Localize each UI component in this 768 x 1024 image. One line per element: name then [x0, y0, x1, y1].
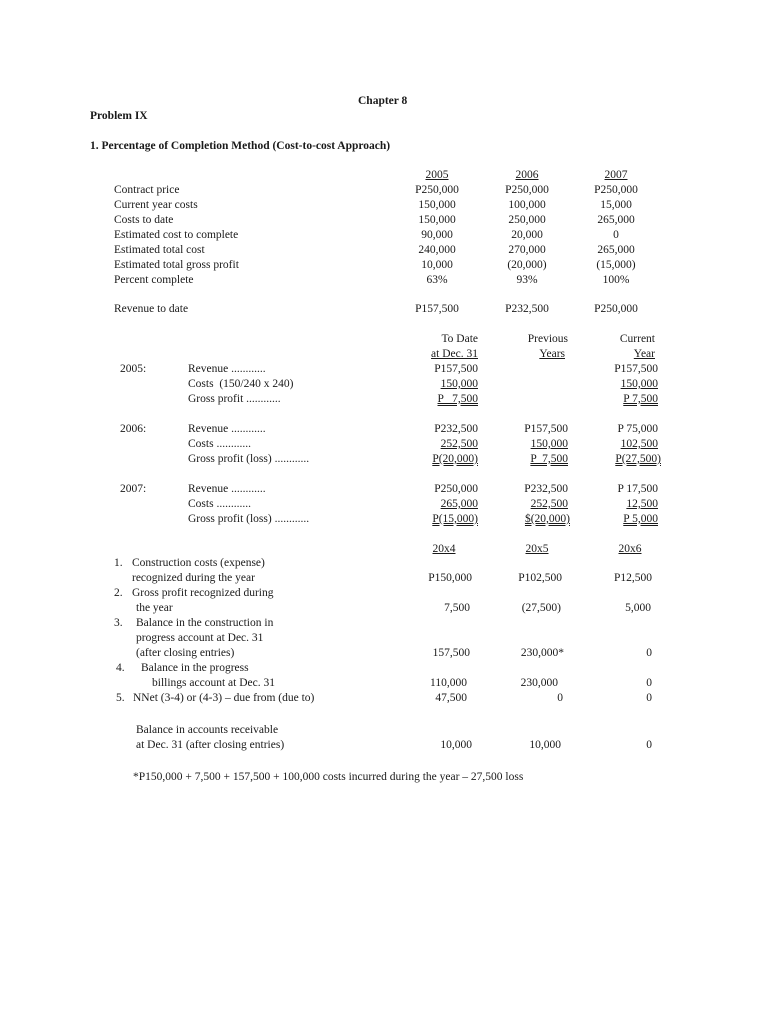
cell: 100,000 — [508, 199, 546, 211]
year-header: 2007 — [604, 169, 628, 181]
cell: P232,500 — [434, 423, 478, 435]
cell: P250,000 — [505, 184, 549, 196]
row-label: Gross profit ............ — [188, 393, 281, 405]
item-number: 2. — [114, 587, 123, 599]
item-label: Balance in the progress — [141, 662, 249, 674]
year-label: 2006: — [120, 423, 147, 435]
item-label: Balance in the construction in — [136, 617, 274, 629]
cell: 10,000 — [421, 259, 453, 271]
row-label: Estimated total gross profit — [114, 259, 239, 271]
cell: 150,000 — [418, 199, 456, 211]
cell: 15,000 — [600, 199, 632, 211]
row-label: Gross profit (loss) ............ — [188, 453, 310, 465]
column-header: To Date — [441, 333, 478, 345]
item-label: recognized during the year — [132, 572, 255, 584]
cell: 0 — [646, 692, 652, 704]
cell: (15,000) — [596, 259, 636, 271]
column-header: Year — [633, 348, 655, 360]
cell: P250,000 — [594, 303, 638, 315]
item-label: Construction costs (expense) — [132, 557, 265, 569]
cell: 7,500 — [444, 602, 470, 614]
item-number: 1. — [114, 557, 123, 569]
cell: 150,000 — [440, 378, 478, 390]
column-header: Years — [539, 348, 565, 360]
item-number: 4. — [116, 662, 125, 674]
cell: 20,000 — [511, 229, 543, 241]
cell: P232,500 — [524, 483, 568, 495]
year-label: 2007: — [120, 483, 147, 495]
column-header: Previous — [527, 333, 568, 345]
row-label: Revenue ............ — [188, 363, 266, 375]
cell: 110,000 — [430, 677, 467, 689]
cell: 0 — [646, 677, 652, 689]
cell: 150,000 — [530, 438, 568, 450]
cell: P12,500 — [613, 572, 652, 584]
year-header: 2006 — [515, 169, 539, 181]
cell: P150,000 — [428, 572, 472, 584]
item-label: NNet (3-4) or (4-3) – due from (due to) — [133, 692, 315, 704]
row-label: Costs (150/240 x 240) — [188, 378, 294, 390]
row-label: Revenue ............ — [188, 423, 266, 435]
cell: P 7,500 — [530, 453, 568, 465]
cell: P102,500 — [518, 572, 562, 584]
item-number: 5. — [116, 692, 125, 704]
chapter-title: Chapter 8 — [358, 95, 408, 107]
row-label: Revenue to date — [114, 303, 189, 315]
cell: 230,000* — [520, 647, 564, 659]
row-label: Current year costs — [114, 199, 198, 211]
section-title: 1. Percentage of Completion Method (Cost-to-cost Approach) — [90, 140, 391, 152]
cell: 10,000 — [529, 739, 561, 751]
row-label: Costs ............ — [188, 438, 251, 450]
cell: 157,500 — [432, 647, 470, 659]
item-label: the year — [136, 602, 173, 614]
cell: 90,000 — [421, 229, 453, 241]
column-header: 20x5 — [525, 543, 549, 555]
cell: 252,500 — [440, 438, 478, 450]
row-label: Percent complete — [114, 274, 194, 286]
cell: (20,000) — [507, 259, 547, 271]
cell: P232,500 — [505, 303, 549, 315]
cell: 102,500 — [620, 438, 658, 450]
year-label: 2005: — [120, 363, 147, 375]
cell: 250,000 — [508, 214, 546, 226]
cell: 93% — [516, 274, 538, 286]
item-number: 3. — [114, 617, 123, 629]
cell: P250,000 — [415, 184, 459, 196]
cell: 150,000 — [418, 214, 456, 226]
cell: 100% — [602, 274, 630, 286]
row-label: Estimated total cost — [114, 244, 205, 256]
cell: P157,500 — [524, 423, 568, 435]
row-label: Contract price — [114, 184, 180, 196]
year-header: 2005 — [425, 169, 449, 181]
cell: 47,500 — [435, 692, 467, 704]
cell: 230,000 — [520, 677, 558, 689]
cell: $(20,000) — [524, 513, 570, 525]
row-label: Costs to date — [114, 214, 174, 226]
item-label: progress account at Dec. 31 — [136, 632, 264, 644]
column-header: 20x4 — [432, 543, 456, 555]
cell: 240,000 — [418, 244, 456, 256]
cell: 0 — [646, 739, 652, 751]
cell: P 7,500 — [437, 393, 478, 405]
cell: 10,000 — [440, 739, 472, 751]
cell: P157,500 — [614, 363, 658, 375]
cell: P250,000 — [434, 483, 478, 495]
cell: P 7,500 — [623, 393, 658, 405]
cell: P 17,500 — [617, 483, 658, 495]
cell: P157,500 — [415, 303, 459, 315]
cell: 5,000 — [625, 602, 651, 614]
item-label: Balance in accounts receivable — [136, 724, 279, 736]
cell: (27,500) — [521, 602, 561, 614]
problem-title: Problem IX — [90, 110, 148, 122]
row-label: Revenue ............ — [188, 483, 266, 495]
cell: 265,000 — [440, 498, 478, 510]
column-header: at Dec. 31 — [431, 348, 478, 360]
cell: P(15,000) — [432, 513, 478, 525]
cell: 0 — [613, 229, 619, 241]
cell: P157,500 — [434, 363, 478, 375]
item-label: at Dec. 31 (after closing entries) — [136, 739, 285, 751]
cell: 63% — [426, 274, 448, 286]
row-label: Costs ............ — [188, 498, 251, 510]
cell: 150,000 — [620, 378, 658, 390]
cell: 252,500 — [530, 498, 568, 510]
cell: 0 — [646, 647, 652, 659]
cell: P250,000 — [594, 184, 638, 196]
cell: P(27,500) — [615, 453, 661, 465]
item-label: Gross profit recognized during — [132, 587, 274, 599]
row-label: Gross profit (loss) ............ — [188, 513, 310, 525]
cell: P(20,000) — [432, 453, 478, 465]
item-label: (after closing entries) — [136, 647, 235, 659]
cell: 265,000 — [597, 214, 635, 226]
footnote: *P150,000 + 7,500 + 157,500 + 100,000 costs incurred during the year – 27,500 loss — [133, 771, 524, 783]
cell: 0 — [557, 692, 563, 704]
cell: P 75,000 — [617, 423, 658, 435]
column-header: Current — [619, 333, 655, 345]
cell: 12,500 — [626, 498, 658, 510]
column-header: 20x6 — [618, 543, 642, 555]
row-label: Estimated cost to complete — [114, 229, 239, 241]
cell: 265,000 — [597, 244, 635, 256]
item-label: billings account at Dec. 31 — [152, 677, 275, 689]
cell: 270,000 — [508, 244, 546, 256]
cell: P 5,000 — [623, 513, 658, 525]
